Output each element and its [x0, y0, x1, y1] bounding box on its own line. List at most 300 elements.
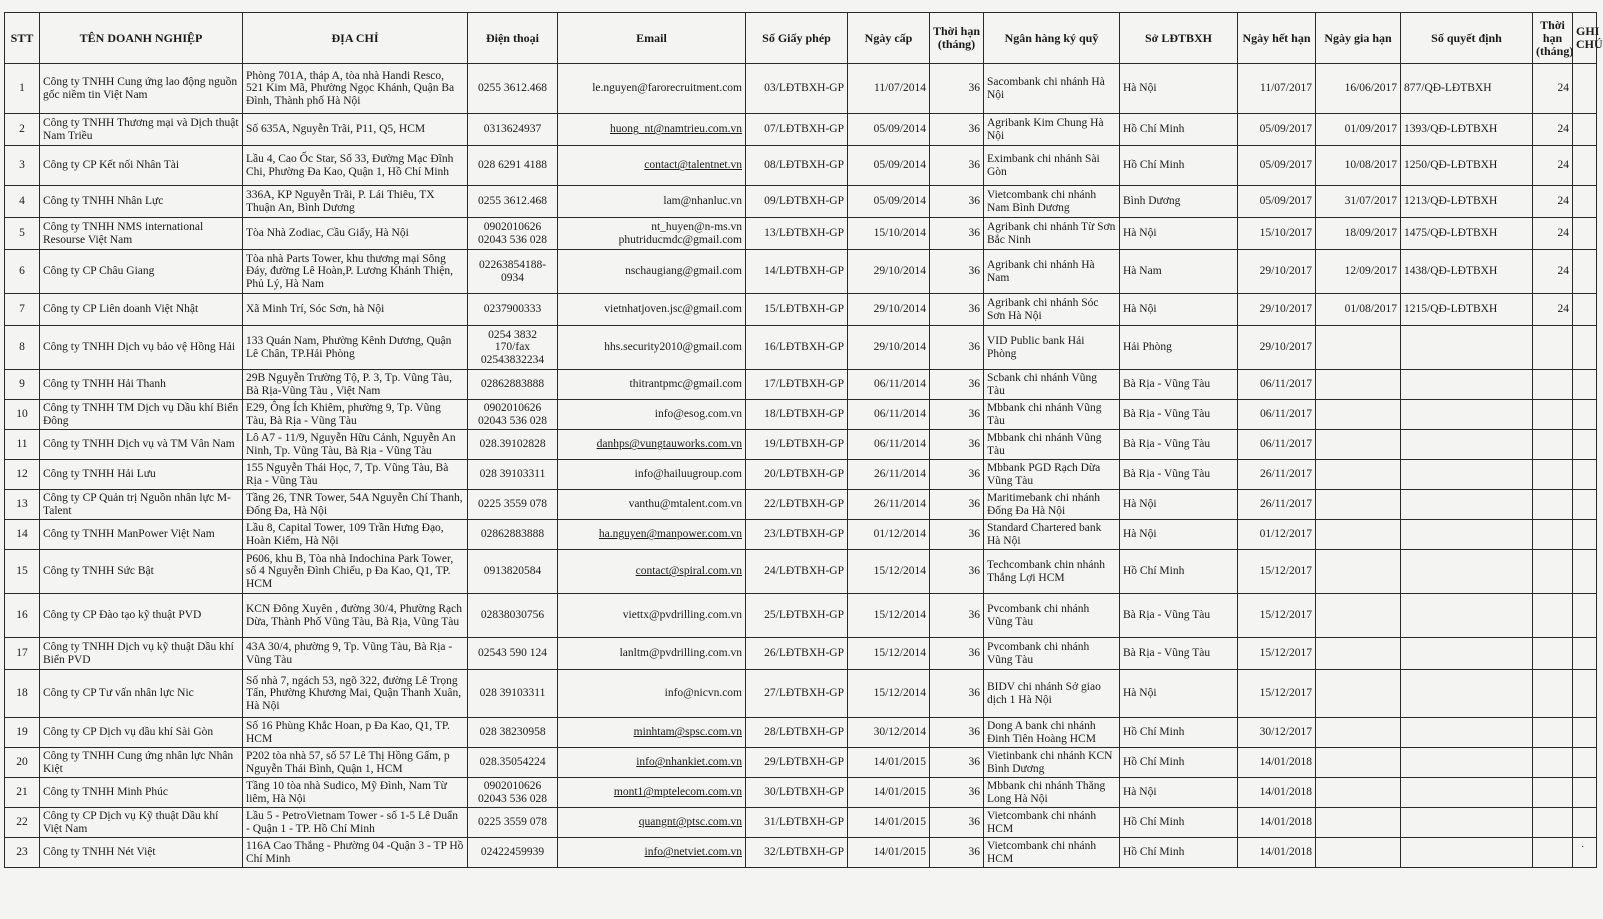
- cell-dept: Hà Nội: [1120, 778, 1238, 808]
- cell-expiry: 14/01/2018: [1238, 778, 1316, 808]
- cell-address: Tầng 10 tòa nhà Sudico, Mỹ Đình, Nam Từ liêm, Hà Nội: [243, 778, 468, 808]
- cell-note: [1573, 594, 1597, 638]
- cell-expiry: 01/12/2017: [1238, 520, 1316, 550]
- cell-decision: [1401, 638, 1533, 670]
- cell-license: 31/LĐTBXH-GP: [746, 808, 848, 838]
- cell-phone: 0902010626 02043 536 028: [468, 400, 558, 430]
- cell-dept: Hồ Chí Minh: [1120, 550, 1238, 594]
- email-text: nt_huyen@n-ms.vn phutriducmdc@gmail.com: [618, 221, 742, 246]
- cell-issued: 15/12/2014: [848, 670, 930, 718]
- cell-dept: Bà Rịa - Vũng Tàu: [1120, 460, 1238, 490]
- cell-name: Công ty TNHH Nhân Lực: [40, 186, 243, 218]
- cell-address: 133 Quán Nam, Phường Kênh Dương, Quận Lê Chân, TP.Hải Phòng: [243, 326, 468, 370]
- cell-term2: 24: [1533, 146, 1573, 186]
- cell-note: [1573, 326, 1597, 370]
- cell-stt: 15: [5, 550, 40, 594]
- cell-dept: Bà Rịa - Vũng Tàu: [1120, 430, 1238, 460]
- cell-phone: 0254 3832 170/fax 02543832234: [468, 326, 558, 370]
- cell-dept: Bà Rịa - Vũng Tàu: [1120, 638, 1238, 670]
- cell-license: 18/LĐTBXH-GP: [746, 400, 848, 430]
- cell-decision: 1215/QĐ-LĐTBXH: [1401, 294, 1533, 326]
- cell-dept: Hồ Chí Minh: [1120, 146, 1238, 186]
- cell-stt: 23: [5, 838, 40, 868]
- cell-bank: Dong A bank chi nhánh Đinh Tiên Hoàng HCM: [984, 718, 1120, 748]
- cell-name: Công ty CP Quản trị Nguồn nhân lực M-Talent: [40, 490, 243, 520]
- cell-note: [1573, 400, 1597, 430]
- cell-email: [558, 64, 746, 114]
- cell-address: Phòng 701A, tháp A, tòa nhà Handi Resco, 521 Kim Mã, Phường Ngọc Khánh, Quận Ba Đình, Thành phố Hà Nội: [243, 64, 468, 114]
- cell-decision: 1250/QĐ-LĐTBXH: [1401, 146, 1533, 186]
- cell-address: Lầu 8, Capital Tower, 109 Trần Hưng Đạo, Hoàn Kiếm, Hà Nội: [243, 520, 468, 550]
- cell-note: [1573, 430, 1597, 460]
- table-row: [5, 430, 1597, 460]
- table-row: [5, 250, 1597, 294]
- cell-email: [558, 670, 746, 718]
- cell-bank: Agribank chi nhánh Hà Nam: [984, 250, 1120, 294]
- cell-name: Công ty TNHH Hải Lưu: [40, 460, 243, 490]
- cell-decision: 1213/QĐ-LĐTBXH: [1401, 186, 1533, 218]
- cell-renewed: 01/08/2017: [1316, 294, 1401, 326]
- cell-term: 36: [930, 250, 984, 294]
- email-text: vietnhatjoven.jsc@gmail.com: [604, 303, 742, 316]
- cell-dept: Hồ Chí Minh: [1120, 114, 1238, 146]
- cell-note: [1573, 638, 1597, 670]
- email-text: info@esog.com.vn: [654, 408, 742, 421]
- cell-address: Lầu 4, Cao Ốc Star, Số 33, Đường Mạc Đĩnh Chi, Phường Đa Kao, Quận 1, Hồ Chí Minh: [243, 146, 468, 186]
- cell-decision: 1475/QĐ-LĐTBXH: [1401, 218, 1533, 250]
- cell-license: 22/LĐTBXH-GP: [746, 490, 848, 520]
- cell-name: Công ty CP Tư vấn nhân lực Nic: [40, 670, 243, 718]
- cell-bank: Vietcombank chi nhánh HCM: [984, 808, 1120, 838]
- cell-phone: 02862883888: [468, 520, 558, 550]
- cell-email: [558, 638, 746, 670]
- cell-phone: 02838030756: [468, 594, 558, 638]
- table-body: [5, 64, 1597, 868]
- cell-expiry: 29/10/2017: [1238, 250, 1316, 294]
- cell-phone: 028.35054224: [468, 748, 558, 778]
- cell-term: 36: [930, 218, 984, 250]
- cell-term2: [1533, 460, 1573, 490]
- table-row: [5, 490, 1597, 520]
- cell-decision: [1401, 718, 1533, 748]
- cell-decision: [1401, 430, 1533, 460]
- table-row: [5, 460, 1597, 490]
- email-text: minhtam@spsc.com.vn: [633, 726, 742, 739]
- email-text: info@nhankiet.com.vn: [636, 756, 742, 769]
- cell-phone: 028 39103311: [468, 670, 558, 718]
- cell-address: Xã Minh Trí, Sóc Sơn, hà Nội: [243, 294, 468, 326]
- cell-term: 36: [930, 520, 984, 550]
- cell-address: Số 635A, Nguyễn Trãi, P11, Q5, HCM: [243, 114, 468, 146]
- cell-address: Lô A7 - 11/9, Nguyễn Hữu Cảnh, Nguyễn An Ninh, Tp. Vũng Tàu, Bà Rịa - Vũng Tàu: [243, 430, 468, 460]
- cell-decision: 1438/QĐ-LĐTBXH: [1401, 250, 1533, 294]
- cell-renewed: [1316, 550, 1401, 594]
- cell-bank: Mbbank chi nhánh Vũng Tàu: [984, 430, 1120, 460]
- cell-term: 36: [930, 146, 984, 186]
- cell-renewed: [1316, 638, 1401, 670]
- cell-license: 20/LĐTBXH-GP: [746, 460, 848, 490]
- email-text: huong_nt@namtrieu.com.vn: [610, 123, 742, 136]
- cell-term: 36: [930, 550, 984, 594]
- cell-bank: Pvcombank chi nhánh Vũng Tàu: [984, 638, 1120, 670]
- cell-term: 36: [930, 326, 984, 370]
- cell-term: 36: [930, 186, 984, 218]
- cell-dept: Hồ Chí Minh: [1120, 808, 1238, 838]
- cell-issued: 01/12/2014: [848, 520, 930, 550]
- cell-renewed: [1316, 808, 1401, 838]
- cell-license: 13/LĐTBXH-GP: [746, 218, 848, 250]
- cell-bank: Agribank Kim Chung Hà Nội: [984, 114, 1120, 146]
- cell-license: 25/LĐTBXH-GP: [746, 594, 848, 638]
- cell-note: [1573, 146, 1597, 186]
- cell-renewed: [1316, 520, 1401, 550]
- column-header: GHI CHÚ: [1573, 13, 1597, 64]
- cell-renewed: [1316, 400, 1401, 430]
- cell-note: [1573, 490, 1597, 520]
- cell-issued: 14/01/2015: [848, 778, 930, 808]
- cell-expiry: 29/10/2017: [1238, 294, 1316, 326]
- cell-email: [558, 718, 746, 748]
- column-header: Ngày cấp: [848, 13, 930, 64]
- cell-note: [1573, 520, 1597, 550]
- cell-stt: 16: [5, 594, 40, 638]
- cell-phone: 02862883888: [468, 370, 558, 400]
- cell-note: [1573, 808, 1597, 838]
- cell-renewed: [1316, 718, 1401, 748]
- cell-name: Công ty TNHH Hải Thanh: [40, 370, 243, 400]
- cell-email: [558, 490, 746, 520]
- cell-address: 336A, KP Nguyễn Trãi, P. Lái Thiêu, TX Thuận An, Bình Dương: [243, 186, 468, 218]
- cell-bank: Mbbank chi nhánh Vũng Tàu: [984, 400, 1120, 430]
- column-header: Sở LĐTBXH: [1120, 13, 1238, 64]
- cell-license: 30/LĐTBXH-GP: [746, 778, 848, 808]
- column-header: Thời hạn (tháng): [930, 13, 984, 64]
- column-header: Ngân hàng ký quỹ: [984, 13, 1120, 64]
- cell-renewed: [1316, 838, 1401, 868]
- cell-email: [558, 400, 746, 430]
- cell-renewed: 01/09/2017: [1316, 114, 1401, 146]
- cell-address: 116A Cao Thắng - Phường 04 -Quận 3 - TP Hồ Chí Minh: [243, 838, 468, 868]
- cell-license: 26/LĐTBXH-GP: [746, 638, 848, 670]
- cell-issued: 06/11/2014: [848, 370, 930, 400]
- cell-term: 36: [930, 400, 984, 430]
- cell-renewed: [1316, 370, 1401, 400]
- cell-issued: 29/10/2014: [848, 294, 930, 326]
- cell-address: E29, Ông Ích Khiêm, phường 9, Tp. Vũng Tàu, Bà Rịa - Vũng Tàu: [243, 400, 468, 430]
- cell-license: 03/LĐTBXH-GP: [746, 64, 848, 114]
- cell-renewed: [1316, 748, 1401, 778]
- cell-name: Công ty CP Liên doanh Việt Nhật: [40, 294, 243, 326]
- cell-dept: Hà Nội: [1120, 218, 1238, 250]
- cell-expiry: 30/12/2017: [1238, 718, 1316, 748]
- cell-bank: Techcombank chin nhánh Thắng Lợi HCM: [984, 550, 1120, 594]
- cell-phone: 0225 3559 078: [468, 808, 558, 838]
- cell-email: [558, 186, 746, 218]
- cell-stt: 18: [5, 670, 40, 718]
- cell-term: 36: [930, 490, 984, 520]
- cell-decision: [1401, 550, 1533, 594]
- cell-expiry: 06/11/2017: [1238, 430, 1316, 460]
- cell-dept: Bà Rịa - Vũng Tàu: [1120, 370, 1238, 400]
- cell-expiry: 05/09/2017: [1238, 146, 1316, 186]
- cell-issued: 30/12/2014: [848, 718, 930, 748]
- cell-dept: Hải Phòng: [1120, 326, 1238, 370]
- cell-stt: 5: [5, 218, 40, 250]
- cell-bank: VID Public bank Hải Phòng: [984, 326, 1120, 370]
- cell-term: 36: [930, 718, 984, 748]
- cell-expiry: 14/01/2018: [1238, 808, 1316, 838]
- cell-phone: 0902010626 02043 536 028: [468, 778, 558, 808]
- cell-term: 36: [930, 808, 984, 838]
- cell-note: [1573, 294, 1597, 326]
- cell-name: Công ty TNHH Nét Việt: [40, 838, 243, 868]
- cell-bank: Mbbank chi nhánh Thăng Long Hà Nội: [984, 778, 1120, 808]
- cell-email: [558, 808, 746, 838]
- license-register-sheet: [4, 12, 1603, 868]
- cell-note: [1573, 550, 1597, 594]
- column-header: Email: [558, 13, 746, 64]
- cell-term2: [1533, 748, 1573, 778]
- cell-license: 27/LĐTBXH-GP: [746, 670, 848, 718]
- cell-dept: Hà Nội: [1120, 490, 1238, 520]
- column-header: Điện thoại: [468, 13, 558, 64]
- cell-bank: Sacombank chi nhánh Hà Nội: [984, 64, 1120, 114]
- cell-dept: Hồ Chí Minh: [1120, 838, 1238, 868]
- cell-email: [558, 114, 746, 146]
- cell-decision: [1401, 326, 1533, 370]
- email-text: viettx@pvdrilling.com.vn: [622, 609, 742, 622]
- cell-term: 36: [930, 114, 984, 146]
- table-row: [5, 838, 1597, 868]
- cell-expiry: 14/01/2018: [1238, 838, 1316, 868]
- table-row: [5, 218, 1597, 250]
- cell-name: Công ty TNHH TM Dịch vụ Dầu khí Biển Đông: [40, 400, 243, 430]
- cell-bank: BIDV chi nhánh Sở giao dịch 1 Hà Nội: [984, 670, 1120, 718]
- cell-issued: 15/12/2014: [848, 638, 930, 670]
- cell-stt: 19: [5, 718, 40, 748]
- cell-expiry: 26/11/2017: [1238, 490, 1316, 520]
- cell-term2: [1533, 550, 1573, 594]
- cell-name: Công ty TNHH ManPower Việt Nam: [40, 520, 243, 550]
- cell-term: 36: [930, 778, 984, 808]
- cell-stt: 8: [5, 326, 40, 370]
- cell-stt: 9: [5, 370, 40, 400]
- email-text: contact@talentnet.vn: [644, 159, 742, 172]
- column-header: Thời hạn (tháng): [1533, 13, 1573, 64]
- email-text: hhs.security2010@gmail.com: [604, 341, 742, 354]
- cell-dept: Hồ Chí Minh: [1120, 748, 1238, 778]
- cell-issued: 05/09/2014: [848, 146, 930, 186]
- cell-license: 08/LĐTBXH-GP: [746, 146, 848, 186]
- cell-decision: [1401, 594, 1533, 638]
- cell-license: 17/LĐTBXH-GP: [746, 370, 848, 400]
- cell-name: Công ty TNHH Sức Bật: [40, 550, 243, 594]
- cell-note: [1573, 460, 1597, 490]
- cell-name: Công ty CP Châu Giang: [40, 250, 243, 294]
- email-text: ha.nguyen@manpower.com.vn: [598, 528, 742, 541]
- cell-term2: 24: [1533, 294, 1573, 326]
- cell-stt: 21: [5, 778, 40, 808]
- cell-phone: 0255 3612.468: [468, 64, 558, 114]
- cell-stt: 22: [5, 808, 40, 838]
- column-header: ĐỊA CHỈ: [243, 13, 468, 64]
- cell-issued: 26/11/2014: [848, 460, 930, 490]
- cell-issued: 06/11/2014: [848, 400, 930, 430]
- cell-term2: [1533, 490, 1573, 520]
- cell-term: 36: [930, 638, 984, 670]
- cell-renewed: [1316, 326, 1401, 370]
- table-row: [5, 114, 1597, 146]
- cell-issued: 15/12/2014: [848, 594, 930, 638]
- cell-email: [558, 430, 746, 460]
- email-text: thitrantpmc@gmail.com: [629, 378, 742, 391]
- email-text: lam@nhanluc.vn: [663, 195, 742, 208]
- cell-note: [1573, 718, 1597, 748]
- cell-expiry: 15/12/2017: [1238, 594, 1316, 638]
- cell-bank: Mbbank PGD Rạch Dừa Vũng Tàu: [984, 460, 1120, 490]
- cell-address: Tòa nhà Parts Tower, khu thương mại Sông Đáy, đường Lê Hoàn,P. Lương Khánh Thiện, Phủ Lý, Hà Nam: [243, 250, 468, 294]
- cell-license: 19/LĐTBXH-GP: [746, 430, 848, 460]
- cell-license: 24/LĐTBXH-GP: [746, 550, 848, 594]
- cell-dept: Hà Nam: [1120, 250, 1238, 294]
- cell-email: [558, 460, 746, 490]
- cell-phone: 028 39103311: [468, 460, 558, 490]
- cell-phone: 0225 3559 078: [468, 490, 558, 520]
- cell-term2: 24: [1533, 250, 1573, 294]
- cell-email: [558, 550, 746, 594]
- cell-license: 32/LĐTBXH-GP: [746, 838, 848, 868]
- cell-note: [1573, 218, 1597, 250]
- cell-stt: 13: [5, 490, 40, 520]
- cell-bank: Vietcombank chi nhánh Nam Bình Dương: [984, 186, 1120, 218]
- cell-email: [558, 748, 746, 778]
- cell-bank: Pvcombank chi nhánh Vũng Tàu: [984, 594, 1120, 638]
- cell-term2: [1533, 594, 1573, 638]
- cell-renewed: [1316, 490, 1401, 520]
- cell-stt: 3: [5, 146, 40, 186]
- cell-term2: [1533, 670, 1573, 718]
- table-row: [5, 550, 1597, 594]
- cell-issued: 29/10/2014: [848, 326, 930, 370]
- cell-email: [558, 294, 746, 326]
- email-text: le.nguyen@farorecruitment.com: [592, 82, 742, 95]
- cell-note: [1573, 838, 1597, 868]
- cell-email: [558, 370, 746, 400]
- table-row: [5, 638, 1597, 670]
- cell-name: Công ty TNHH NMS international Resourse Việt Nam: [40, 218, 243, 250]
- cell-email: [558, 326, 746, 370]
- cell-decision: [1401, 520, 1533, 550]
- table-row: [5, 294, 1597, 326]
- cell-license: 28/LĐTBXH-GP: [746, 718, 848, 748]
- cell-term: 36: [930, 670, 984, 718]
- cell-renewed: [1316, 460, 1401, 490]
- cell-name: Công ty TNHH Minh Phúc: [40, 778, 243, 808]
- cell-decision: [1401, 670, 1533, 718]
- email-text: lanltm@pvdrilling.com.vn: [619, 647, 742, 660]
- cell-stt: 6: [5, 250, 40, 294]
- cell-email: [558, 838, 746, 868]
- cell-term2: [1533, 326, 1573, 370]
- cell-stt: 10: [5, 400, 40, 430]
- email-text: quangnt@ptsc.com.vn: [638, 816, 742, 829]
- column-header: Số Giấy phép: [746, 13, 848, 64]
- cell-email: [558, 218, 746, 250]
- table-row: [5, 64, 1597, 114]
- cell-term: 36: [930, 294, 984, 326]
- cell-expiry: 05/09/2017: [1238, 114, 1316, 146]
- cell-term: 36: [930, 370, 984, 400]
- cell-name: Công ty TNHH Dịch vụ kỹ thuật Dầu khí Biển PVD: [40, 638, 243, 670]
- cell-expiry: 15/10/2017: [1238, 218, 1316, 250]
- email-text: vanthu@mtalent.com.vn: [628, 498, 742, 511]
- cell-phone: 028 6291 4188: [468, 146, 558, 186]
- cell-decision: [1401, 808, 1533, 838]
- cell-bank: Maritimebank chi nhánh Đống Đa Hà Nội: [984, 490, 1120, 520]
- cell-name: Công ty TNHH Cung ứng lao động nguồn gốc niềm tin Việt Nam: [40, 64, 243, 114]
- cell-note: [1573, 186, 1597, 218]
- table-row: [5, 400, 1597, 430]
- column-header: Ngày hết hạn: [1238, 13, 1316, 64]
- cell-decision: [1401, 838, 1533, 868]
- cell-note: [1573, 778, 1597, 808]
- cell-term2: [1533, 838, 1573, 868]
- cell-term2: 24: [1533, 186, 1573, 218]
- cell-stt: 2: [5, 114, 40, 146]
- cell-license: 23/LĐTBXH-GP: [746, 520, 848, 550]
- cell-term: 36: [930, 64, 984, 114]
- cell-note: [1573, 250, 1597, 294]
- cell-decision: [1401, 400, 1533, 430]
- cell-issued: 05/09/2014: [848, 186, 930, 218]
- cell-address: 43A 30/4, phường 9, Tp. Vũng Tàu, Bà Rịa - Vũng Tàu: [243, 638, 468, 670]
- cell-phone: 028.39102828: [468, 430, 558, 460]
- cell-dept: Hồ Chí Minh: [1120, 718, 1238, 748]
- cell-renewed: [1316, 778, 1401, 808]
- cell-dept: Bình Dương: [1120, 186, 1238, 218]
- cell-renewed: 10/08/2017: [1316, 146, 1401, 186]
- cell-bank: Agribank chi nhánh Sóc Sơn Hà Nội: [984, 294, 1120, 326]
- cell-renewed: [1316, 430, 1401, 460]
- header-row: [5, 13, 1597, 64]
- cell-note: [1573, 114, 1597, 146]
- column-header: Số quyết định: [1401, 13, 1533, 64]
- table-row: [5, 370, 1597, 400]
- cell-term: 36: [930, 460, 984, 490]
- cell-decision: 877/QĐ-LĐTBXH: [1401, 64, 1533, 114]
- cell-note: [1573, 64, 1597, 114]
- cell-phone: 0255 3612.468: [468, 186, 558, 218]
- cell-email: [558, 250, 746, 294]
- cell-stt: 20: [5, 748, 40, 778]
- cell-term2: 24: [1533, 218, 1573, 250]
- cell-email: [558, 594, 746, 638]
- cell-name: Công ty TNHH Dịch vụ và TM Vân Nam: [40, 430, 243, 460]
- cell-term2: [1533, 400, 1573, 430]
- column-header: STT: [5, 13, 40, 64]
- cell-renewed: 16/06/2017: [1316, 64, 1401, 114]
- cell-issued: 11/07/2014: [848, 64, 930, 114]
- cell-license: 14/LĐTBXH-GP: [746, 250, 848, 294]
- cell-name: Công ty TNHH Dịch vụ bảo vệ Hồng Hải: [40, 326, 243, 370]
- cell-expiry: 15/12/2017: [1238, 638, 1316, 670]
- email-text: info@netviet.com.vn: [644, 846, 742, 859]
- cell-phone: 0237900333: [468, 294, 558, 326]
- cell-email: [558, 520, 746, 550]
- cell-address: Lầu 5 - PetroVietnam Tower - số 1-5 Lê Duẩn - Quận 1 - TP. Hồ Chí Minh: [243, 808, 468, 838]
- cell-decision: [1401, 778, 1533, 808]
- cell-issued: 05/09/2014: [848, 114, 930, 146]
